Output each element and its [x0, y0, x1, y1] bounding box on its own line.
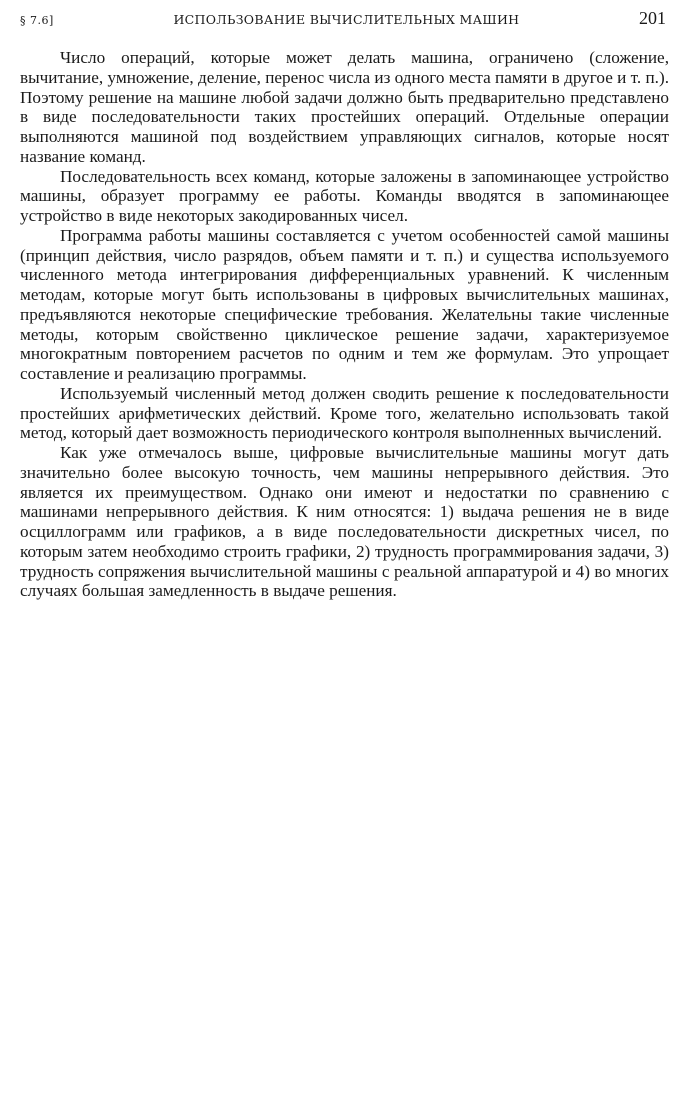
paragraph: Как уже отмечалось выше, цифровые вычислительные машины могут дать значительно более высокую точность, чем машины непрерывного действия. Это является их преимуществом. Однако они имеют и недостатки по сравнению с машинами непрерывного действия. К ним относятся: 1) выдача решения не в виде осциллограмм или графиков, а в виде последовательности дискретных чисел, по которым затем необходимо строить графики, 2) трудность программирования задачи, 3) трудность сопряжения вычислительной машины с реальной аппаратурой и 4) во многих случаях большая замедленность в выдаче решения.: [20, 443, 669, 601]
paragraph: Последовательность всех команд, которые заложены в запоминающее устройство машины, образует программу ее работы. Команды вводятся в запоминающее устройство в виде некоторых закодированных чисел.: [20, 166, 669, 225]
running-head-title: ИСПОЛЬЗОВАНИЕ ВЫЧИСЛИТЕЛЬНЫХ МАШИН: [173, 12, 520, 27]
paragraph: Число операций, которые может делать машина, ограничено (сложение, вычитание, умножение, деление, перенос числа из одного места памяти в другое и т. п.). Поэтому решение на машине любой задачи должно быть предварительно представлено в виде последовательности таких простейших операций. Отдельные операции выполняются машиной под воздействием управляющих сигналов, которые носят название команд.: [20, 48, 669, 166]
paragraph: Программа работы машины составляется с учетом особенностей самой машины (принцип действия, число разрядов, объем памяти и т. п.) и существа используемого численного метода интегрирования дифференциальных уравнений. К численным методам, которые могут быть использованы в цифровых вычислительных машинах, предъявляются некоторые специфические требования. Желательны такие численные методы, которым свойственно циклическое решение задачи, характеризуемое многократным повторением расчетов по одним и тем же формулам. Это упрощает составление и реализацию программы.: [20, 225, 669, 383]
paragraph: Используемый численный метод должен сводить решение к последовательности простейших арифметических действий. Кроме того, желательно использовать такой метод, который дает возможность периодического контроля выполненных вычислений.: [20, 383, 669, 443]
page-number: 201: [639, 8, 666, 28]
body-text: [20, 48, 669, 601]
section-mark: § 7.6]: [20, 14, 54, 27]
running-head: [20, 8, 666, 28]
